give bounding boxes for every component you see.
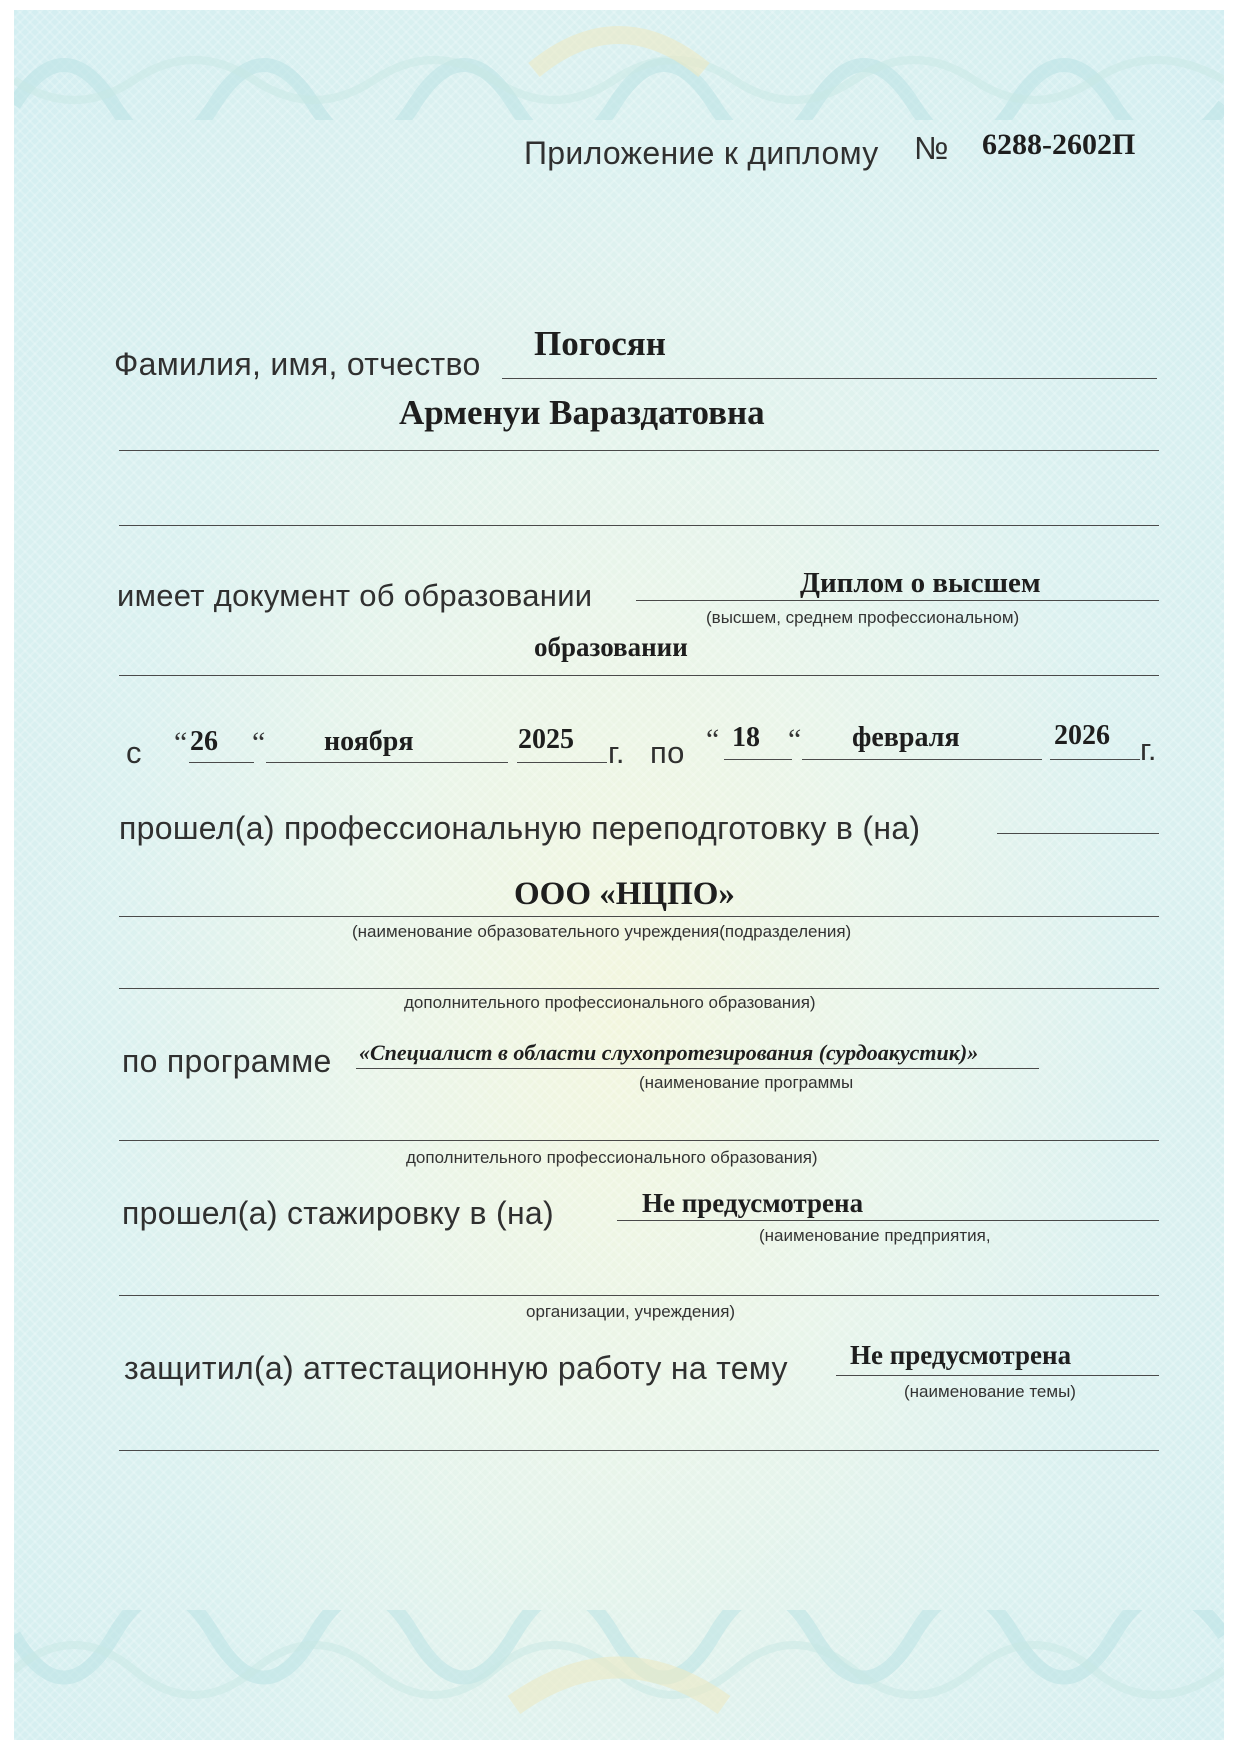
education-document-line (636, 600, 1159, 601)
bottom-guilloche-ornament (14, 1610, 1224, 1740)
program-blank-line (119, 1140, 1159, 1141)
top-guilloche-ornament (14, 10, 1224, 120)
from-day-open-quote: “ (174, 726, 188, 759)
to-day-close-quote: “ (788, 723, 802, 756)
period-to-month: февраля (852, 722, 960, 753)
from-year-line (517, 762, 607, 763)
to-day-line (724, 759, 792, 760)
retraining-label-line (997, 833, 1159, 834)
internship-line (617, 1220, 1159, 1221)
thesis-value: Не предусмотрена (850, 1340, 1072, 1370)
period-from-prefix: с (126, 735, 142, 770)
diploma-appendix-sheet (14, 10, 1224, 1740)
program-label: по программе (122, 1043, 332, 1079)
period-to-day: 18 (732, 722, 760, 753)
given-names-line (119, 450, 1159, 451)
internship-label: прошел(а) стажировку в (на) (122, 1195, 554, 1231)
blank-line (119, 525, 1159, 526)
from-day-close-quote: “ (252, 726, 266, 759)
to-month-line (802, 759, 1042, 760)
to-day-open-quote: “ (706, 723, 720, 756)
education-document-line2 (119, 675, 1159, 676)
period-from-year: 2025 (518, 724, 574, 755)
program-caption1: (наименование программы (639, 1073, 854, 1092)
internship-blank-line (119, 1295, 1159, 1296)
retraining-institution: ООО «НЦПО» (514, 876, 735, 912)
period-to-year: 2026 (1054, 720, 1110, 751)
retraining-institution-line (119, 916, 1159, 917)
education-document-value: Диплом о высшем (800, 567, 1041, 599)
surname-value: Погосян (534, 324, 666, 363)
thesis-blank-line (119, 1450, 1159, 1451)
retraining-caption1: (наименование образовательного учреждения(подразделения) (352, 922, 852, 941)
thesis-label: защитил(а) аттестационную работу на тему (124, 1350, 788, 1386)
internship-value: Не предусмотрена (642, 1188, 864, 1218)
internship-caption2: организации, учреждения) (526, 1302, 736, 1321)
surname-line (502, 378, 1157, 379)
to-year-line (1050, 759, 1140, 760)
from-day-line (189, 762, 254, 763)
education-document-value-line2: образовании (534, 632, 688, 662)
program-line (356, 1068, 1039, 1069)
period-from-month: ноября (324, 726, 414, 757)
program-caption2: дополнительного профессионального образования) (406, 1148, 818, 1167)
thesis-line (836, 1375, 1159, 1376)
to-year-suffix: г. (1140, 732, 1157, 767)
education-document-caption: (высшем, среднем профессиональном) (706, 608, 1020, 627)
from-month-line (266, 762, 508, 763)
appendix-label: Приложение к диплому (524, 135, 879, 171)
retraining-blank-line (119, 988, 1159, 989)
thesis-caption: (наименование темы) (904, 1382, 1076, 1401)
from-year-suffix: г. (608, 735, 625, 770)
period-to-prefix: по (650, 735, 685, 770)
number-sign: № (914, 130, 949, 166)
given-names-value: Арменуи Вараздатовна (399, 393, 765, 432)
retraining-caption2: дополнительного профессионального образования) (404, 993, 816, 1012)
full-name-label: Фамилия, имя, отчество (114, 346, 481, 382)
period-from-day: 26 (190, 726, 218, 757)
diploma-number: 6288-2602П (982, 128, 1136, 161)
retraining-label: прошел(а) профессиональную переподготовку в (на) (119, 810, 921, 846)
education-document-label: имеет документ об образовании (117, 578, 593, 613)
program-value: «Специалист в области слухопротезирования (сурдоакустик)» (359, 1040, 979, 1065)
internship-caption1: (наименование предприятия, (759, 1226, 991, 1245)
